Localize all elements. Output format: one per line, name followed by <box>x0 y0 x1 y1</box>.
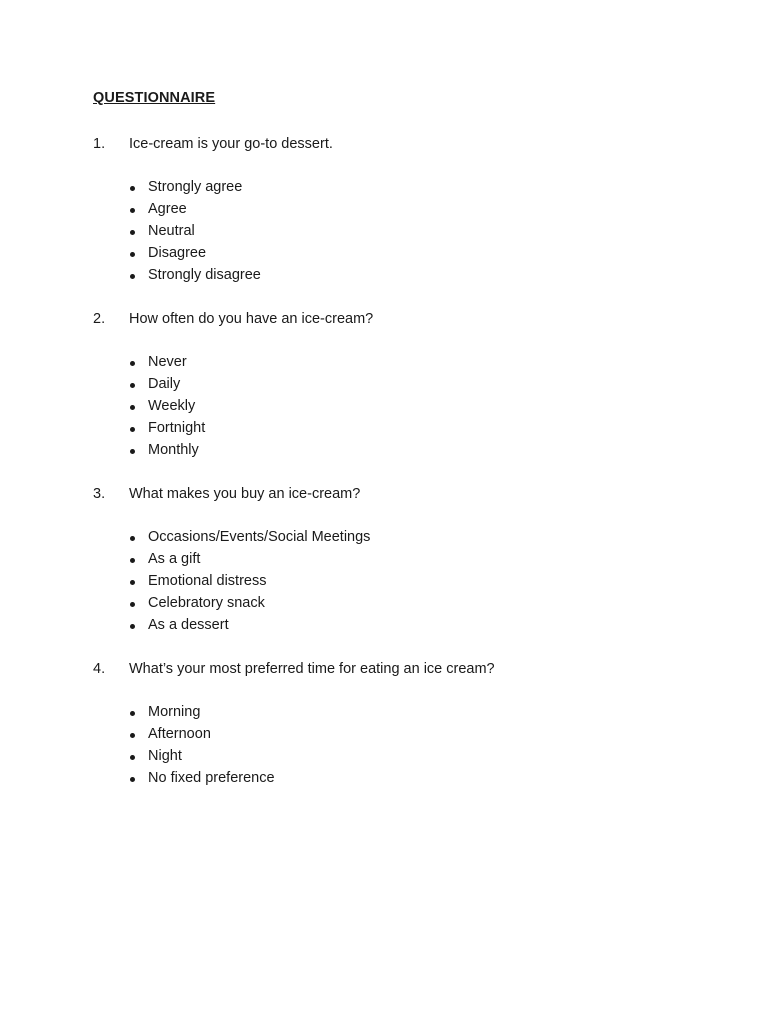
option-list <box>130 702 275 790</box>
option-label: Afternoon <box>148 725 211 742</box>
question-line <box>93 658 733 680</box>
option-label: Strongly disagree <box>148 266 261 283</box>
option-label: Occasions/Events/Social Meetings <box>148 529 371 545</box>
option-label: Daily <box>148 375 181 392</box>
question-line <box>93 133 733 155</box>
bullet-icon <box>130 208 135 213</box>
option-label: Disagree <box>148 244 207 261</box>
bullet-icon <box>130 733 135 738</box>
option-list <box>130 177 261 286</box>
list-item <box>130 527 370 549</box>
bullet-icon <box>130 361 135 366</box>
list-item <box>130 199 261 221</box>
list-item <box>130 724 275 746</box>
list-item <box>130 265 261 287</box>
bullet-icon <box>130 449 135 454</box>
option-label: Morning <box>148 704 201 720</box>
question-number: 4. <box>93 661 106 677</box>
question-number: 2. <box>93 311 106 327</box>
bullet-icon <box>130 777 135 782</box>
bullet-icon <box>130 230 135 235</box>
option-label: Emotional distress <box>148 572 267 589</box>
bullet-icon <box>130 186 135 191</box>
question-text: Ice-cream is your go-to dessert. <box>129 136 333 152</box>
bullet-icon <box>130 383 135 388</box>
option-label: As a gift <box>148 550 201 567</box>
list-item <box>130 746 275 768</box>
list-item <box>130 243 261 265</box>
document-title: QUESTIONNAIRE <box>93 90 216 106</box>
bullet-icon <box>130 536 135 541</box>
list-item <box>130 221 261 243</box>
option-label: As a dessert <box>148 616 229 633</box>
bullet-icon <box>130 755 135 760</box>
question-line <box>93 483 733 505</box>
list-item <box>130 418 205 440</box>
bullet-icon <box>130 405 135 410</box>
list-item <box>130 549 370 571</box>
option-label: Neutral <box>148 222 195 239</box>
question-text: How often do you have an ice-cream? <box>129 311 374 327</box>
list-item <box>130 571 370 593</box>
question-3 <box>93 483 733 633</box>
option-label: Weekly <box>148 397 196 414</box>
list-item <box>130 352 205 374</box>
question-line <box>93 308 733 330</box>
question-number: 3. <box>93 486 106 502</box>
question-4 <box>93 658 733 786</box>
bullet-icon <box>130 624 135 629</box>
list-item <box>130 615 370 637</box>
list-item <box>130 374 205 396</box>
bullet-icon <box>130 580 135 585</box>
question-text: What makes you buy an ice-cream? <box>129 486 361 502</box>
option-label: Monthly <box>148 441 199 458</box>
list-item <box>130 440 205 462</box>
bullet-icon <box>130 711 135 716</box>
question-2 <box>93 308 733 458</box>
option-label: No fixed preference <box>148 769 275 786</box>
bullet-icon <box>130 558 135 563</box>
list-item <box>130 177 261 199</box>
option-label: Strongly agree <box>148 179 243 195</box>
option-list <box>130 352 205 461</box>
option-label: Fortnight <box>148 419 206 436</box>
bullet-icon <box>130 274 135 279</box>
option-list <box>130 527 370 636</box>
bullet-icon <box>130 252 135 257</box>
option-label: Night <box>148 747 182 764</box>
list-item <box>130 396 205 418</box>
list-item <box>130 593 370 615</box>
question-text: What’s your most preferred time for eating an ice cream? <box>129 661 495 677</box>
question-1 <box>93 133 733 283</box>
bullet-icon <box>130 602 135 607</box>
question-number: 1. <box>93 136 106 152</box>
list-item <box>130 702 275 724</box>
option-label: Never <box>148 354 187 370</box>
list-item <box>130 768 275 790</box>
option-label: Agree <box>148 200 187 217</box>
option-label: Celebratory snack <box>148 594 265 611</box>
bullet-icon <box>130 427 135 432</box>
